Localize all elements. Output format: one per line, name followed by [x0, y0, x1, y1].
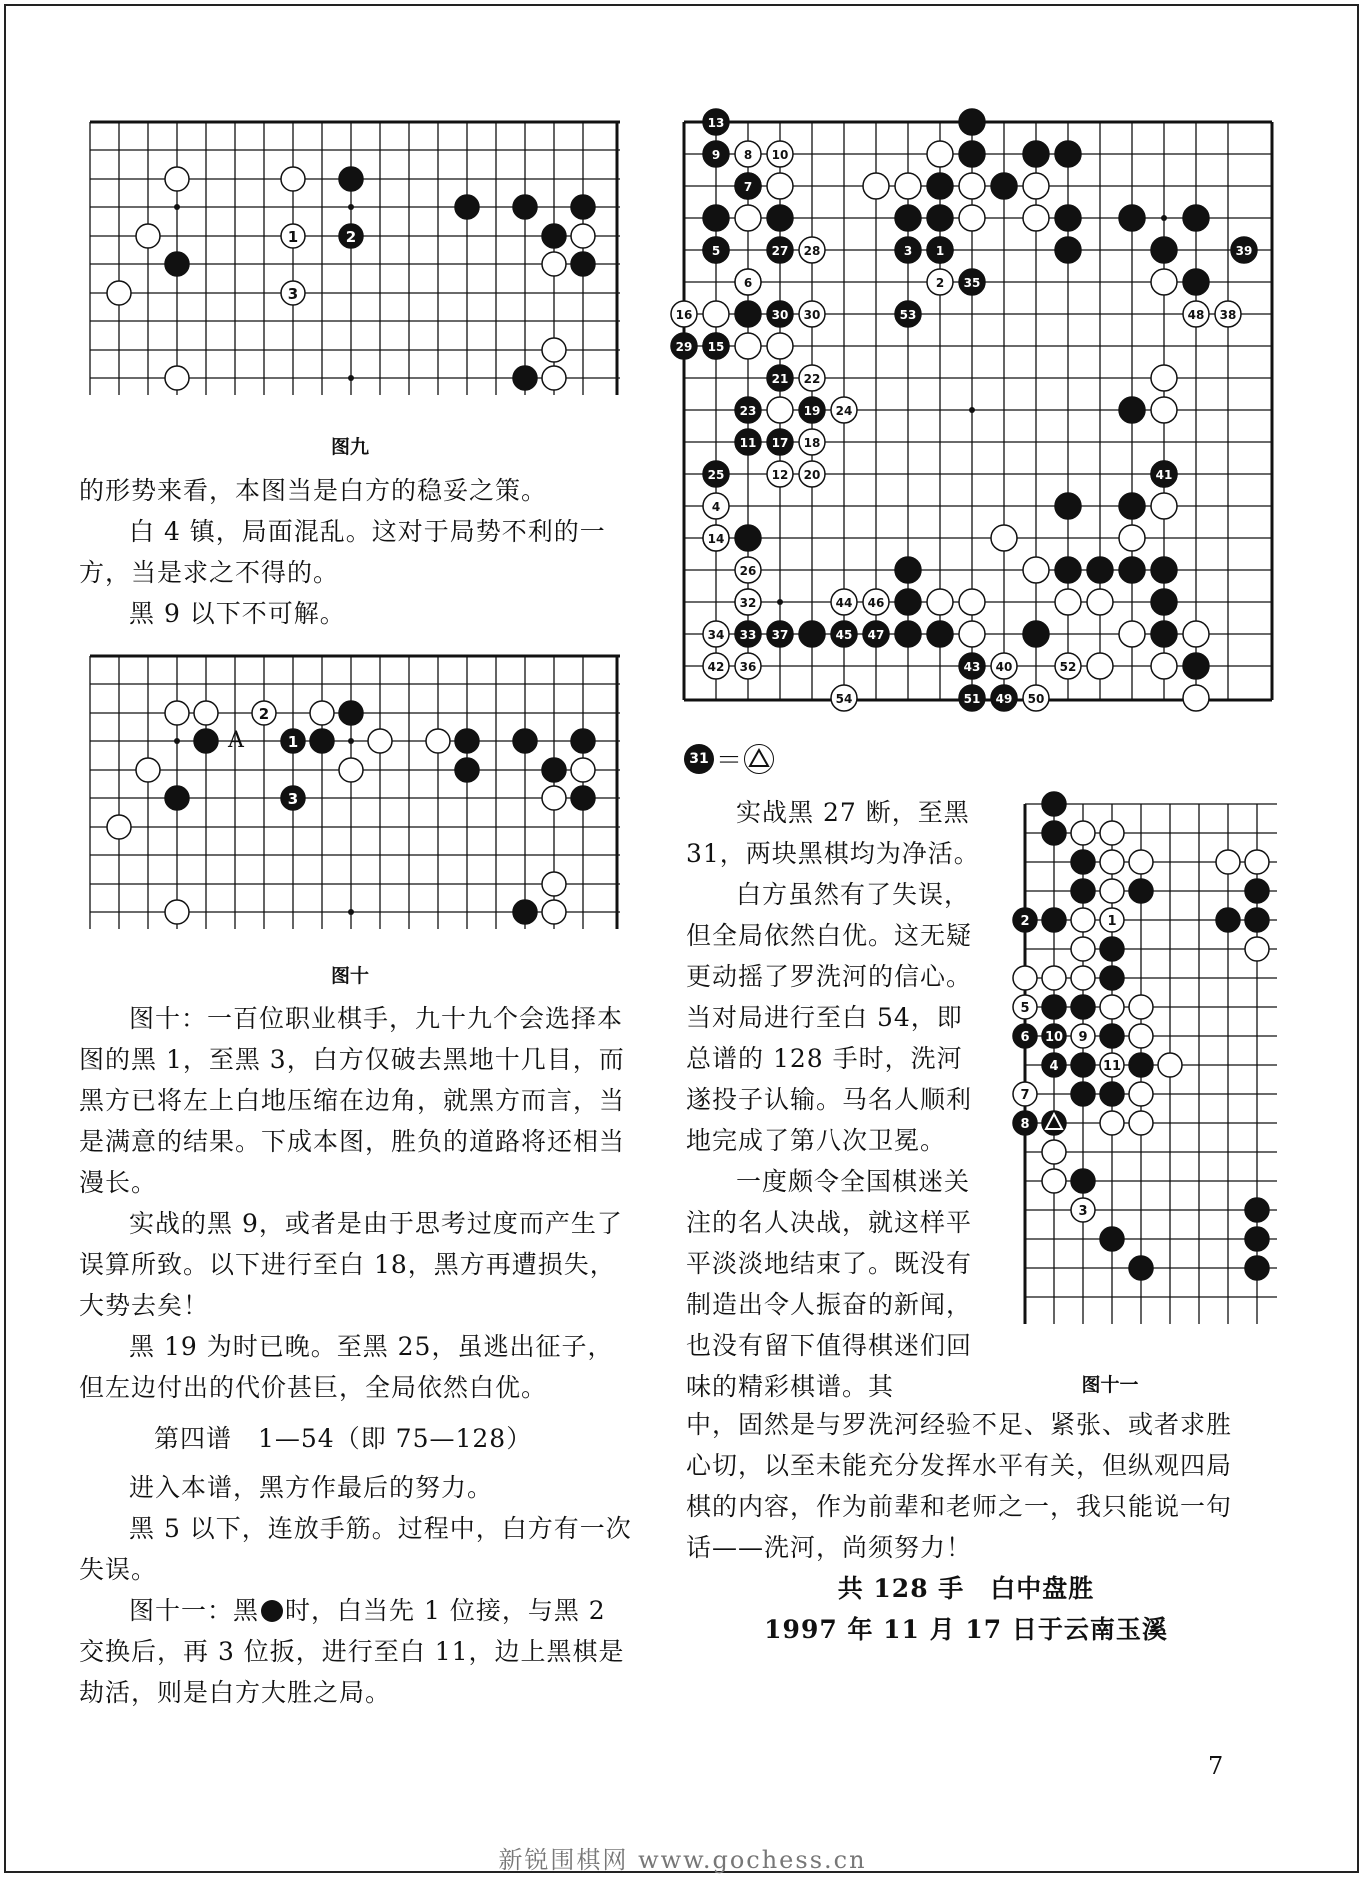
svg-text:13: 13 [707, 116, 725, 130]
svg-text:20: 20 [803, 468, 821, 482]
svg-text:42: 42 [707, 660, 725, 674]
go-board-figure-9 [90, 118, 625, 400]
svg-text:11: 11 [739, 436, 757, 450]
svg-text:2: 2 [935, 276, 945, 290]
svg-text:1: 1 [935, 244, 945, 258]
svg-text:12: 12 [771, 468, 789, 482]
svg-text:48: 48 [1187, 308, 1205, 322]
svg-text:36: 36 [739, 660, 757, 674]
paragraph: 实战的黑 9，或者是由于思考过度而产生了误算所致。以下进行至白 18，黑方再遭损失，大势去矣！ [79, 1209, 623, 1320]
svg-text:15: 15 [707, 340, 725, 354]
white-triangle-stone-icon [744, 744, 774, 774]
svg-text:45: 45 [835, 628, 853, 642]
svg-text:22: 22 [803, 372, 821, 386]
go-board-figure-11 [1005, 792, 1285, 1332]
svg-text:16: 16 [675, 308, 693, 322]
svg-text:53: 53 [899, 308, 917, 322]
svg-text:3: 3 [903, 244, 913, 258]
black-stone-icon [261, 1600, 283, 1622]
go-board-main-diagram [675, 110, 1282, 730]
svg-text:27: 27 [771, 244, 789, 258]
svg-text:3: 3 [287, 790, 299, 808]
svg-text:33: 33 [739, 628, 757, 642]
paragraph: 白 4 镇，局面混乱。这对于局势不利的一方，当是求之不得的。 [79, 517, 606, 587]
svg-text:11: 11 [1102, 1059, 1122, 1074]
paragraph: 的形势来看，本图当是白方的稳妥之策。 [79, 476, 548, 505]
svg-text:9: 9 [1078, 1030, 1088, 1045]
svg-text:5: 5 [1020, 1001, 1030, 1016]
svg-text:14: 14 [707, 532, 725, 546]
page-number: 7 [1208, 1752, 1224, 1780]
svg-text:30: 30 [771, 308, 789, 322]
svg-text:9: 9 [711, 148, 721, 162]
figure-10-caption: 图十 [330, 965, 369, 987]
svg-text:49: 49 [995, 692, 1013, 706]
svg-text:19: 19 [803, 404, 821, 418]
svg-text:26: 26 [739, 564, 757, 578]
svg-text:2: 2 [345, 228, 357, 246]
paragraph: 白方虽然有了失误，但全局依然白优。这无疑更动摇了罗洗河的信心。当对局进行至白 54，即总谱的 128 手时，洗河遂投子认输。马名人顺利地完成了第八次卫冕。 [686, 880, 973, 1155]
footer-watermark: 新锐围棋网 www.gochess.cn [498, 1846, 867, 1874]
stone-equivalence-note [684, 740, 774, 777]
paragraph: 进入本谱，黑方作最后的努力。 [129, 1473, 494, 1502]
svg-text:54: 54 [835, 692, 853, 706]
svg-text:8: 8 [1020, 1117, 1030, 1132]
svg-text:30: 30 [803, 308, 821, 322]
date-line: 1997 年 11 月 17 日于云南玉溪 [764, 1615, 1168, 1644]
svg-text:34: 34 [707, 628, 725, 642]
svg-text:28: 28 [803, 244, 821, 258]
svg-text:8: 8 [743, 148, 753, 162]
black-stone-31 [684, 744, 714, 774]
game-result: 共 128 手 白中盘胜 [837, 1574, 1095, 1603]
paragraph: 中，固然是与罗洗河经验不足、紧张、或者求胜心切，以至未能充分发挥水平有关，但纵观四局棋的内容，作为前辈和老师之一，我只能说一句话——洗河，尚须努力！ [686, 1410, 1233, 1562]
svg-text:24: 24 [835, 404, 853, 418]
svg-text:1: 1 [287, 228, 299, 246]
svg-text:2: 2 [1020, 914, 1030, 929]
svg-text:6: 6 [1020, 1030, 1030, 1045]
svg-text:7: 7 [743, 180, 753, 194]
svg-text:4: 4 [711, 500, 721, 514]
svg-text:41: 41 [1155, 468, 1173, 482]
svg-text:3: 3 [287, 285, 299, 303]
go-board-figure-10 [90, 652, 625, 934]
section-heading: 第四谱 1—54（即 75—128） [154, 1424, 533, 1453]
stone-number: 31 [689, 750, 709, 767]
paragraph: 黑 19 为时已晚。至黑 25，虽逃出征子，但左边付出的代价甚巨，全局依然白优。 [79, 1332, 614, 1402]
figure-11-caption: 图十一 [1081, 1374, 1139, 1396]
equals-sign: ＝ [716, 746, 743, 776]
svg-text:21: 21 [771, 372, 789, 386]
svg-text:37: 37 [771, 628, 789, 642]
svg-text:47: 47 [867, 628, 885, 642]
svg-text:17: 17 [771, 436, 789, 450]
svg-text:40: 40 [995, 660, 1013, 674]
svg-text:43: 43 [963, 660, 981, 674]
svg-text:5: 5 [711, 244, 721, 258]
svg-text:6: 6 [743, 276, 753, 290]
svg-text:3: 3 [1078, 1204, 1088, 1219]
svg-text:29: 29 [675, 340, 693, 354]
svg-text:52: 52 [1059, 660, 1077, 674]
svg-text:1: 1 [1107, 914, 1117, 929]
svg-text:10: 10 [1044, 1030, 1064, 1045]
svg-text:50: 50 [1027, 692, 1045, 706]
svg-text:44: 44 [835, 596, 853, 610]
svg-text:35: 35 [963, 276, 981, 290]
svg-text:46: 46 [867, 596, 885, 610]
svg-text:2: 2 [258, 705, 270, 723]
paragraph: 实战黑 27 断，至黑 31，两块黑棋均为净活。 [686, 798, 980, 868]
svg-text:38: 38 [1219, 308, 1237, 322]
paragraph-part: 图十一：黑 [129, 1596, 260, 1625]
svg-text:7: 7 [1020, 1088, 1030, 1103]
right-text-narrow [686, 792, 982, 1407]
paragraph: 图十：一百位职业棋手，九十九个会选择本图的黑 1，至黑 3，白方仅破去黑地十几目，而黑方已将左上白地压缩在边角，就黑方而言，当是满意的结果。下成本图，胜负的道路将还相当漫长。 [79, 1004, 626, 1197]
paragraph-part: 时，白当先 1 位接，与黑 2 交换后，再 3 位扳，进行至白 11，边上黑棋是劫活，则是白方大胜之局。 [79, 1596, 625, 1707]
svg-text:25: 25 [707, 468, 725, 482]
paragraph: 黑 5 以下，连放手筋。过程中，白方有一次失误。 [79, 1514, 632, 1584]
svg-text:32: 32 [739, 596, 757, 610]
left-text-block-2 [79, 998, 639, 1713]
figure-10-label-a: A [228, 728, 244, 753]
svg-text:51: 51 [963, 692, 981, 706]
svg-text:39: 39 [1235, 244, 1253, 258]
svg-text:23: 23 [739, 404, 757, 418]
svg-text:4: 4 [1049, 1059, 1059, 1074]
paragraph: 黑 9 以下不可解。 [129, 599, 346, 628]
svg-text:10: 10 [771, 148, 789, 162]
paragraph: 一度颇令全国棋迷关注的名人决战，就这样平平淡淡地结束了。既没有制造出令人振奋的新闻，也没有留下值得棋迷们回味的精彩棋谱。其 [686, 1167, 973, 1401]
svg-text:1: 1 [287, 733, 299, 751]
svg-text:18: 18 [803, 436, 821, 450]
right-text-wide [686, 1404, 1246, 1650]
paragraph [79, 1590, 639, 1713]
left-text-block-1 [79, 470, 639, 634]
figure-9-caption: 图九 [330, 436, 369, 458]
